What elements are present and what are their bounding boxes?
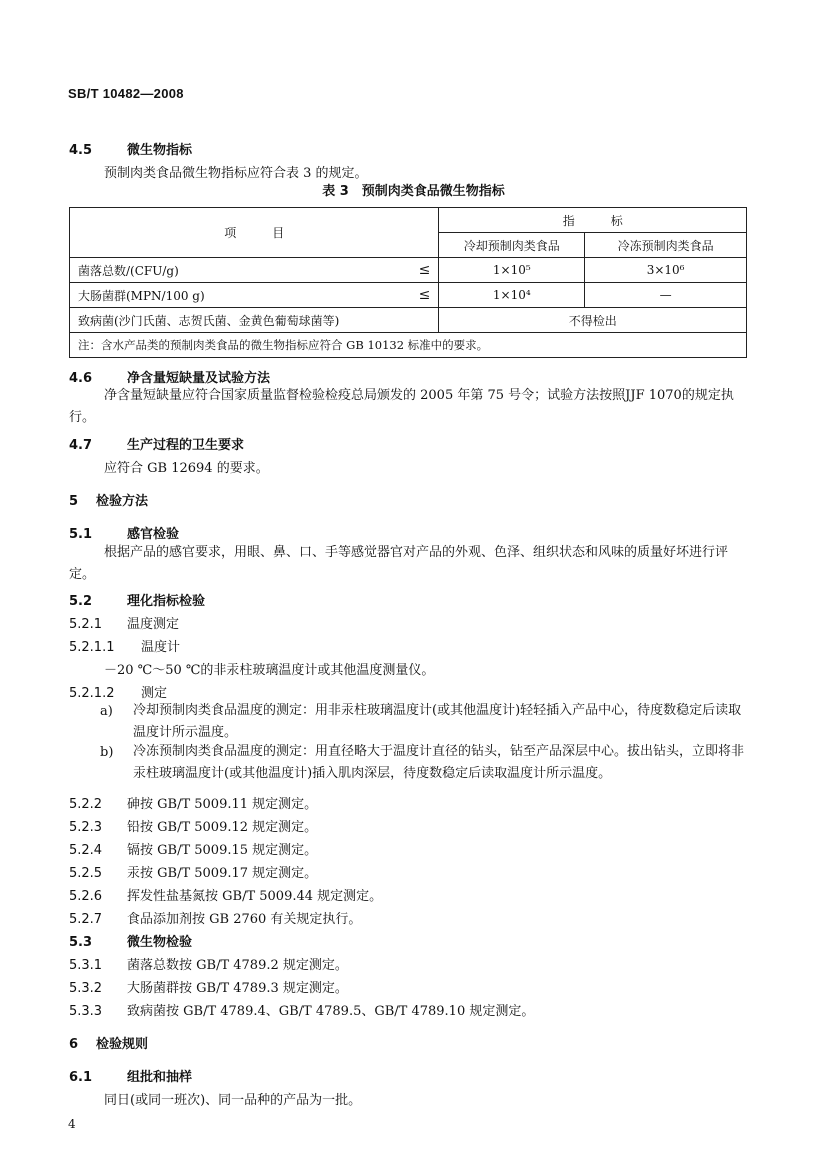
page-number: 4 <box>68 1117 76 1131</box>
section-4-6-heading <box>69 367 270 386</box>
table-note-row <box>70 333 747 358</box>
section-number: 5.2.2 <box>69 797 103 812</box>
section-5-2-1-1-text: －20 ℃～50 ℃的非汞柱玻璃温度计或其他温度测量仪。 <box>104 663 435 678</box>
section-4-7-text: 应符合 GB 12694 的要求。 <box>104 461 269 476</box>
section-number: 5 <box>69 494 79 509</box>
section-6-1-text: 同日(或同一班次)、同一品种的产品为一批。 <box>104 1093 362 1108</box>
section-text: 汞按 GB/T 5009.17 规定测定。 <box>127 866 318 881</box>
table-note: 注：含水产品类的预制肉类食品的微生物指标应符合 GB 10132 标准中的要求。 <box>70 333 747 358</box>
section-5-3-heading <box>69 931 192 950</box>
row-item: 致病菌(沙门氏菌、志贺氏菌、金黄色葡萄球菌等) <box>70 308 439 333</box>
header-item: 项 目 <box>70 208 439 258</box>
section-title: 组批和抽样 <box>127 1070 193 1085</box>
section-number: 5.2 <box>69 594 93 609</box>
section-title: 生产过程的卫生要求 <box>127 438 245 453</box>
section-5-2-1-2-heading <box>69 682 167 701</box>
section-5-2-6 <box>69 885 382 904</box>
section-number: 5.3 <box>69 935 93 950</box>
section-number: 4.7 <box>69 438 93 453</box>
section-number: 5.3.2 <box>69 981 103 996</box>
section-5-2-3 <box>69 816 317 835</box>
section-number: 5.1 <box>69 527 93 542</box>
section-6-1-heading <box>69 1066 192 1085</box>
section-number: 5.3.3 <box>69 1004 103 1019</box>
list-item-b: 冷冻预制肉类食品温度的测定：用直径略大于温度计直径的钻头，钻至产品深层中心。拔出钻头，立即将非汞柱玻璃温度计(或其他温度计)插入肌肉深层，待度数稳定后读取温度计所示温度。 <box>133 744 745 781</box>
section-title: 净含量短缺量及试验方法 <box>127 371 271 386</box>
section-title: 理化指标检验 <box>127 594 206 609</box>
section-number: 5.2.1.2 <box>69 686 115 701</box>
row-chilled-value: 1×10⁵ <box>439 258 585 283</box>
section-number: 5.2.6 <box>69 889 103 904</box>
table-row <box>70 283 747 308</box>
section-5-3-2 <box>69 977 348 996</box>
section-5-2-1-1-heading <box>69 636 180 655</box>
section-5-1-text: 根据产品的感官要求，用眼、鼻、口、手等感觉器官对产品的外观、色泽、组织状态和风味的质量好坏进行评定。 <box>69 545 729 582</box>
section-text: 挥发性盐基氮按 GB/T 5009.44 规定测定。 <box>127 889 383 904</box>
section-5-2-7 <box>69 908 361 927</box>
section-text: 菌落总数按 GB/T 4789.2 规定测定。 <box>127 958 348 973</box>
section-5-heading <box>69 490 148 509</box>
section-number: 5.2.3 <box>69 820 103 835</box>
section-number: 4.6 <box>69 371 93 386</box>
section-title: 检验方法 <box>96 494 149 509</box>
section-number: 5.3.1 <box>69 958 103 973</box>
section-6-heading <box>69 1033 148 1052</box>
table-row <box>70 308 747 333</box>
row-merged-value: 不得检出 <box>439 308 747 333</box>
row-chilled-value: 1×10⁴ <box>439 283 585 308</box>
section-title: 微生物指标 <box>127 143 193 158</box>
row-frozen-value: — <box>585 283 747 308</box>
section-4-5-text: 预制肉类食品微生物指标应符合表 3 的规定。 <box>104 166 368 181</box>
section-number: 5.2.7 <box>69 912 103 927</box>
section-5-2-4 <box>69 839 317 858</box>
section-number: 6.1 <box>69 1070 93 1085</box>
section-number: 4.5 <box>69 143 93 158</box>
section-title: 感官检验 <box>127 527 180 542</box>
section-number: 5.2.1 <box>69 617 103 632</box>
section-text: 镉按 GB/T 5009.15 规定测定。 <box>127 843 318 858</box>
section-text: 食品添加剂按 GB 2760 有关规定执行。 <box>127 912 362 927</box>
row-item <box>70 258 439 283</box>
table-row <box>70 258 747 283</box>
standard-code-header: SB/T 10482—2008 <box>68 86 184 101</box>
list-item-a: 冷却预制肉类食品温度的测定：用非汞柱玻璃温度计(或其他温度计)轻轻插入产品中心，待度数稳定后读取温度计所示温度。 <box>133 703 742 740</box>
section-5-1-heading <box>69 523 179 542</box>
row-operator: ≤ <box>418 286 431 303</box>
section-4-5-heading <box>69 139 192 158</box>
row-item <box>70 283 439 308</box>
table-header-row <box>70 208 747 233</box>
section-title: 微生物检验 <box>127 935 193 950</box>
table-caption: 表 3 预制肉类食品微生物指标 <box>322 184 505 199</box>
header-chilled: 冷却预制肉类食品 <box>439 233 585 258</box>
header-frozen: 冷冻预制肉类食品 <box>585 233 747 258</box>
section-title: 温度测定 <box>127 617 180 632</box>
microbial-index-table <box>69 207 747 358</box>
section-title: 测定 <box>141 686 168 701</box>
section-5-2-5 <box>69 862 317 881</box>
section-title: 检验规则 <box>96 1037 149 1052</box>
section-4-7-heading <box>69 434 244 453</box>
section-number: 6 <box>69 1037 79 1052</box>
header-index: 指 标 <box>439 208 747 233</box>
section-number: 5.2.4 <box>69 843 103 858</box>
section-text: 致病菌按 GB/T 4789.4、GB/T 4789.5、GB/T 4789.10 规定测定。 <box>127 1004 535 1019</box>
section-text: 砷按 GB/T 5009.11 规定测定。 <box>127 797 318 812</box>
section-5-3-1 <box>69 954 348 973</box>
row-item-label: 大肠菌群(MPN/100 g) <box>78 288 205 303</box>
section-5-2-heading <box>69 590 205 609</box>
row-item-label: 菌落总数/(CFU/g) <box>78 263 179 278</box>
section-text: 铅按 GB/T 5009.12 规定测定。 <box>127 820 318 835</box>
list-label-a: a) <box>100 704 113 719</box>
row-frozen-value: 3×10⁶ <box>585 258 747 283</box>
row-operator: ≤ <box>418 261 431 278</box>
section-number: 5.2.5 <box>69 866 103 881</box>
section-title: 温度计 <box>141 640 181 655</box>
section-5-2-1-heading <box>69 613 179 632</box>
list-label-b: b) <box>100 745 114 760</box>
section-text: 大肠菌群按 GB/T 4789.3 规定测定。 <box>127 981 348 996</box>
section-5-2-2 <box>69 793 317 812</box>
section-5-3-3 <box>69 1000 534 1019</box>
section-4-6-text: 净含量短缺量应符合国家质量监督检验检疫总局颁发的 2005 年第 75 号令；试验方法按照JJF 1070的规定执行。 <box>69 388 734 425</box>
section-number: 5.2.1.1 <box>69 640 115 655</box>
